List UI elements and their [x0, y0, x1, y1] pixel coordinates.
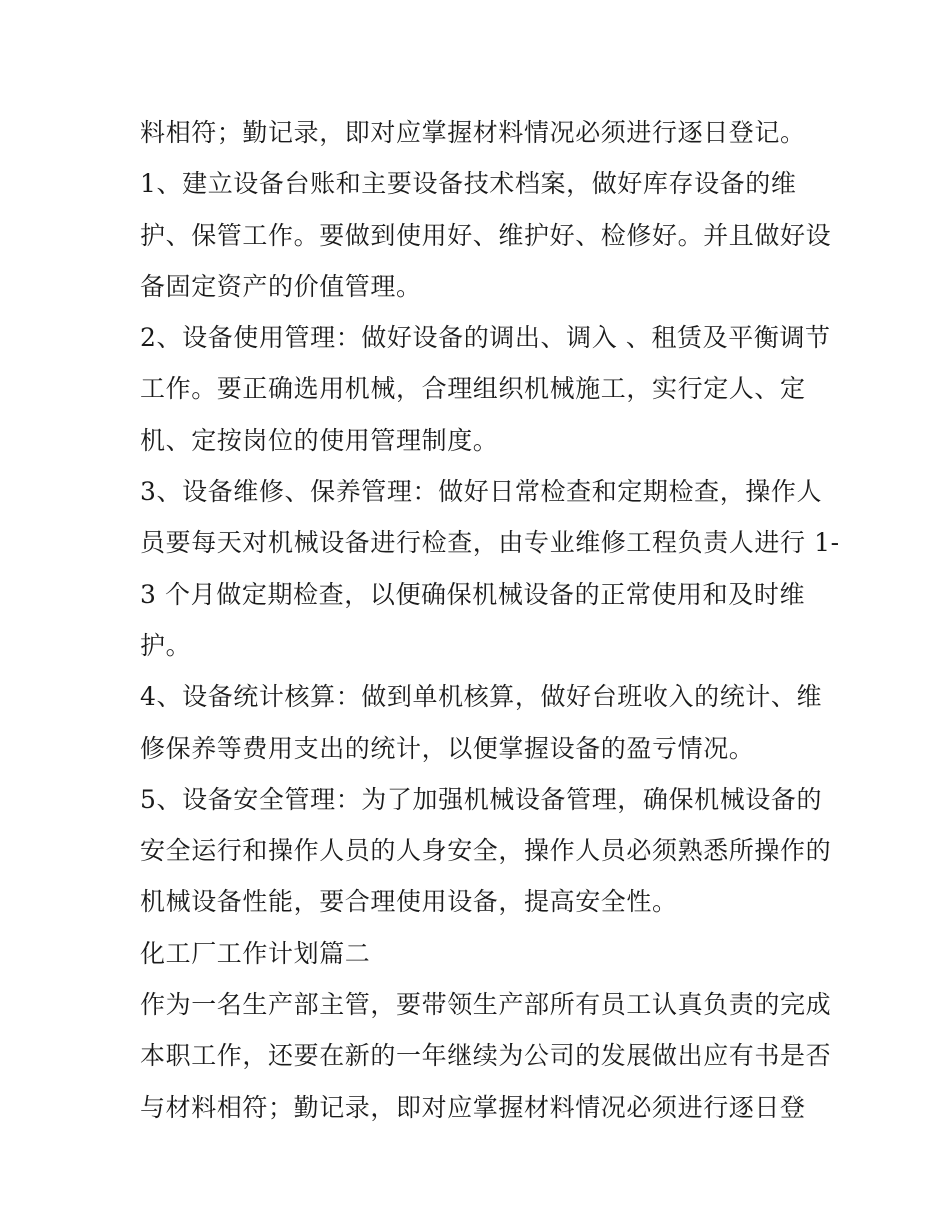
text-line: 修保养等费用支出的统计，以便掌握设备的盈亏情况。 [140, 733, 755, 763]
text-line: 3、设备维修、保养管理：做好日常检查和定期检查，操作人 [140, 477, 823, 507]
text-line: 机械设备性能，要合理使用设备，提高安全性。 [140, 887, 678, 917]
text-line: 机、定按岗位的使用管理制度。 [140, 425, 499, 455]
text-line: 3 个月做定期检查，以便确保机械设备的正常使用和及时维 [140, 579, 806, 609]
text-line: 工作。要正确选用机械，合理组织机械施工，实行定人、定 [140, 374, 806, 404]
text-line: 1、建立设备台账和主要设备技术档案，做好库存设备的维 [140, 169, 797, 199]
text-line: 作为一名生产部主管，要带领生产部所有员工认真负责的完成 [140, 990, 832, 1020]
section-heading: 化工厂工作计划篇二 [140, 938, 371, 968]
text-line: 5、设备安全管理：为了加强机械设备管理，确保机械设备的 [140, 784, 823, 814]
text-line: 4、设备统计核算：做到单机核算，做好台班收入的统计、维 [140, 682, 823, 712]
text-line: 护。 [140, 630, 192, 660]
text-line: 安全运行和操作人员的人身安全，操作人员必须熟悉所操作的 [140, 836, 832, 866]
text-line: 料相符；勤记录，即对应掌握材料情况必须进行逐日登记。 [140, 118, 806, 147]
text-line: 员要每天对机械设备进行检查，由专业维修工程负责人进行 1- [140, 528, 840, 558]
text-line: 与材料相符；勤记录，即对应掌握材料情况必须进行逐日登 [140, 1092, 806, 1122]
text-line: 备固定资产的价值管理。 [140, 271, 422, 301]
text-line: 本职工作，还要在新的一年继续为公司的发展做出应有书是否 [140, 1041, 832, 1071]
text-line: 护、保管工作。要做到使用好、维护好、检修好。并且做好设 [140, 220, 832, 250]
document-body [140, 107, 840, 1133]
text-line: 2、设备使用管理：做好设备的调出、调入 、租赁及平衡调节 [140, 323, 831, 353]
